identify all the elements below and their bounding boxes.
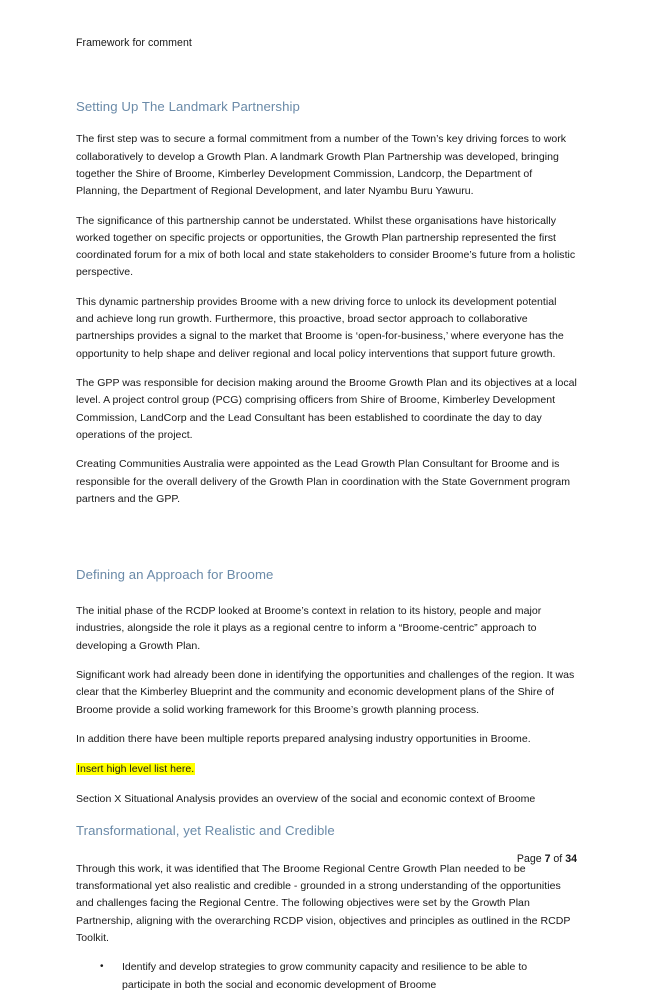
footer-total-pages: 34 [565, 853, 577, 865]
paragraph: Section X Situational Analysis provides an overview of the social and economic context of Broome [76, 792, 536, 805]
paragraph: The GPP was responsible for decision making around the Broome Growth Plan and its objectives at a local level. A project control group (PCG) comprising officers from Shire of Broome, Kimberley Development Commission, LandCorp and the Lead Consultant has been established to coordinate the day to day operations of the project. [76, 377, 577, 441]
paragraph: Through this work, it was identified that The Broome Regional Centre Growth Plan needed to be transformational yet also realistic and credible - grounded in a strong understanding of the opportunities and challenges facing the Regional Centre. The following objectives were set by the Growth Plan Partnership, aligning with the overarching RCDP vision, objectives and principles as outlined in the RCDP Toolkit. [76, 863, 571, 944]
section-body-2 [76, 603, 577, 808]
section-heading-transformational-yet-realistic-and-credible: Transformational, yet Realistic and Credible [76, 822, 335, 838]
section-body-1 [76, 131, 577, 508]
paragraph: The significance of this partnership cannot be understated. Whilst these organisations have historically worked together on specific projects or opportunities, the Growth Plan partnership represented the first coordinated forum for a mix of both local and state stakeholders to consider Broome’s future from a holistic perspective. [76, 214, 576, 279]
paragraph: This dynamic partnership provides Broome with a new driving force to unlock its development potential and achieve long run growth. Furthermore, this proactive, broad sector approach to collaborative partnerships provides a signal to the market that Broome is ‘open-for-business,’ where everyone has the opportunity to help shape and deliver regional and local policy interventions that support future growth. [76, 295, 564, 360]
page-content [76, 0, 577, 998]
document-header: Framework for comment [76, 37, 192, 49]
bullet-dot-icon: • [100, 961, 104, 973]
footer-current-page: 7 [544, 853, 551, 865]
footer-prefix: Page [516, 853, 545, 865]
paragraph: The initial phase of the RCDP looked at Broome’s context in relation to its history, people and major industries, alongside the role it plays as a regional centre to inform a “Broome-centric” approach to developing a Growth Plan. [76, 605, 542, 652]
paragraph: The first step was to secure a formal commitment from a number of the Town’s key driving forces to work collaboratively to develop a Growth Plan. A landmark Growth Plan Partnership was developed, bringing together the Shire of Broome, Kimberley Development Commission, Landcorp, the Department of Planning, the Department of Regional Development, and later Nyambu Buru Yawuru. [76, 133, 567, 198]
list-item [76, 959, 577, 993]
highlighted-note-paragraph [76, 761, 577, 778]
section-heading-defining-an-approach-for-broome: Defining an Approach for Broome [76, 567, 274, 583]
footer-middle: of [550, 853, 566, 865]
section-body-3 [76, 861, 577, 994]
paragraph: In addition there have been multiple reports prepared analysing industry opportunities in Broome. [76, 733, 531, 746]
section-heading-setting-up-the-landmark-partnership: Setting Up The Landmark Partnership [76, 99, 300, 115]
list-item-label: Identify and develop strategies to grow community capacity and resilience to be able to participate in both the social and economic development of Broome [122, 961, 528, 991]
bullet-list [76, 959, 577, 993]
paragraph: Significant work had already been done in identifying the opportunities and challenges of the region. It was clear that the Kimberley Blueprint and the community and economic development plans of the Shire of Broome provide a solid working framework for this Broome’s growth planning process. [76, 669, 575, 716]
highlighted-note: Insert high level list here. [77, 762, 195, 775]
page-footer [76, 853, 577, 865]
paragraph: Creating Communities Australia were appointed as the Lead Growth Plan Consultant for Broome and is responsible for the overall delivery of the Growth Plan in coordination with the State Government program partners and the GPP. [76, 458, 571, 505]
